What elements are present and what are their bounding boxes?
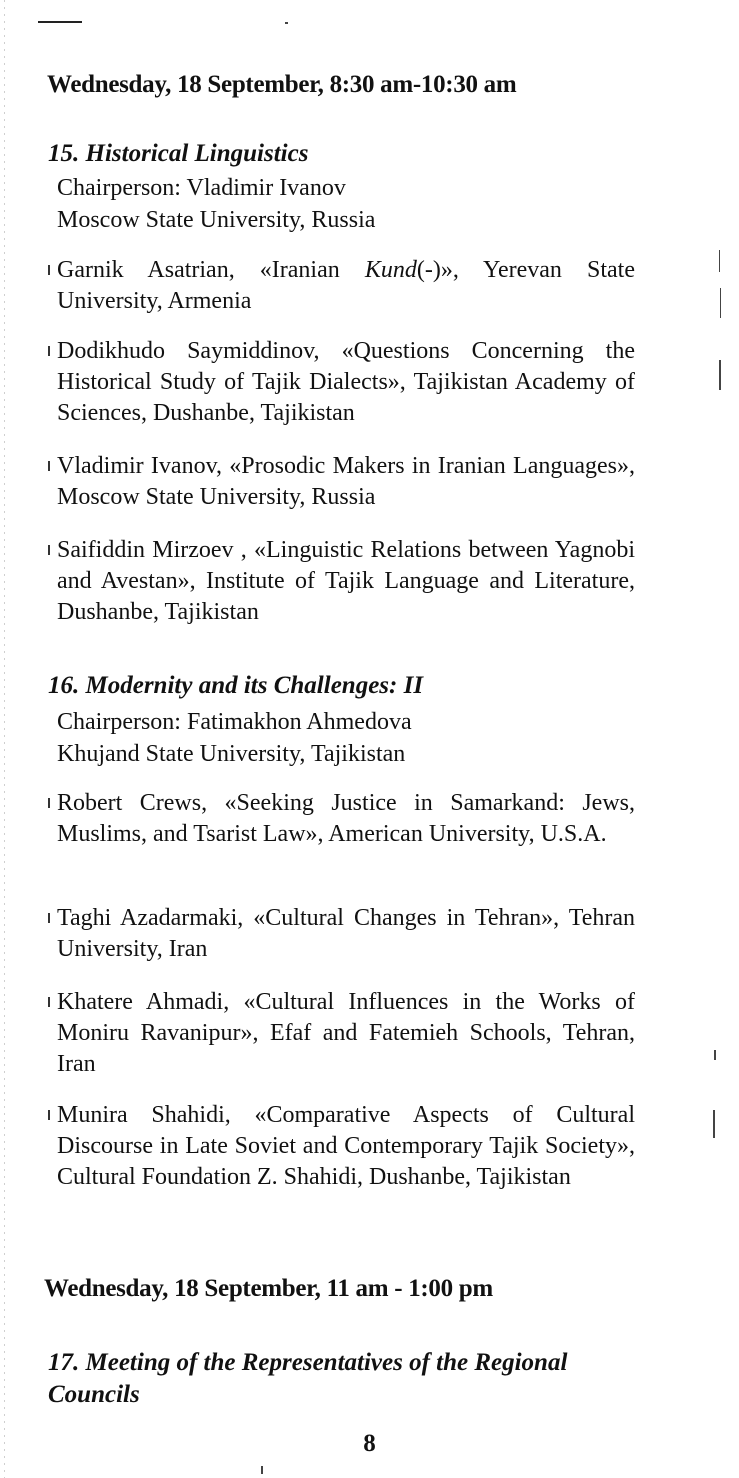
paper-entry: Khatere Ahmadi, «Cultural Influences in the Works of Moniru Ravanipur», Efaf and Fatemieh Schools, Tehran, Iran — [57, 987, 635, 1080]
paper-entry: Munira Shahidi, «Comparative Aspects of Cultural Discourse in Late Soviet and Contemporary Tajik Society», Cultural Foundation Z. Shahidi, Dushanbe, Tajikistan — [57, 1100, 635, 1193]
chairperson-block-15 — [57, 172, 647, 236]
paper-entry: Taghi Azadarmaki, «Cultural Changes in Tehran», Tehran University, Iran — [57, 903, 635, 965]
entry-mark — [48, 545, 50, 555]
entry-mark — [48, 346, 50, 356]
page-number: 8 — [363, 1430, 376, 1457]
paper-entry: Garnik Asatrian, «Iranian Kund(-)», Yerevan State University, Armenia — [57, 255, 635, 317]
scan-speck — [719, 360, 721, 390]
scan-speck — [285, 22, 288, 24]
chairperson-affiliation: Moscow State University, Russia — [57, 207, 376, 233]
entry-mark — [48, 913, 50, 923]
session-title-17: 17. Meeting of the Representatives of the Regional Councils — [48, 1349, 568, 1408]
entry-mark — [48, 798, 50, 808]
chairperson-name: Chairperson: Fatimakhon Ahmedova — [57, 709, 412, 735]
entry-mark — [48, 1110, 50, 1120]
paper-entry: Dodikhudo Saymiddinov, «Questions Concerning the Historical Study of Tajik Dialects», Tajikistan Academy of Sciences, Dushanbe, Tajikistan — [57, 336, 635, 429]
scan-speck — [720, 288, 721, 318]
scan-speck — [261, 1466, 263, 1474]
entry-mark — [48, 265, 50, 275]
scan-speck — [719, 250, 720, 272]
paper-entry: Vladimir Ivanov, «Prosodic Makers in Iranian Languages», Moscow State University, Russia — [57, 451, 635, 513]
entry-mark — [48, 997, 50, 1007]
paper-entry: Robert Crews, «Seeking Justice in Samarkand: Jews, Muslims, and Tsarist Law», American University, U.S.A. — [57, 788, 635, 850]
scan-speck — [714, 1050, 716, 1060]
scan-speck — [713, 1110, 715, 1138]
scan-edge-artifact — [4, 0, 5, 1478]
chairperson-name: Chairperson: Vladimir Ivanov — [57, 175, 346, 201]
day-heading-midday: Wednesday, 18 September, 11 am - 1:00 pm — [44, 1275, 493, 1302]
day-heading-morning: Wednesday, 18 September, 8:30 am-10:30 am — [47, 71, 517, 98]
session-title-15: 15. Historical Linguistics — [48, 140, 309, 167]
session-title-16: 16. Modernity and its Challenges: II — [48, 672, 424, 699]
entry-mark — [48, 461, 50, 471]
paper-entry: Saifiddin Mirzoev , «Linguistic Relations between Yagnobi and Avestan», Institute of Tajik Language and Literature, Dushanbe, Tajikistan — [57, 535, 635, 628]
chairperson-block-16 — [57, 706, 647, 770]
chairperson-affiliation: Khujand State University, Tajikistan — [57, 741, 406, 767]
top-rule — [38, 21, 82, 23]
